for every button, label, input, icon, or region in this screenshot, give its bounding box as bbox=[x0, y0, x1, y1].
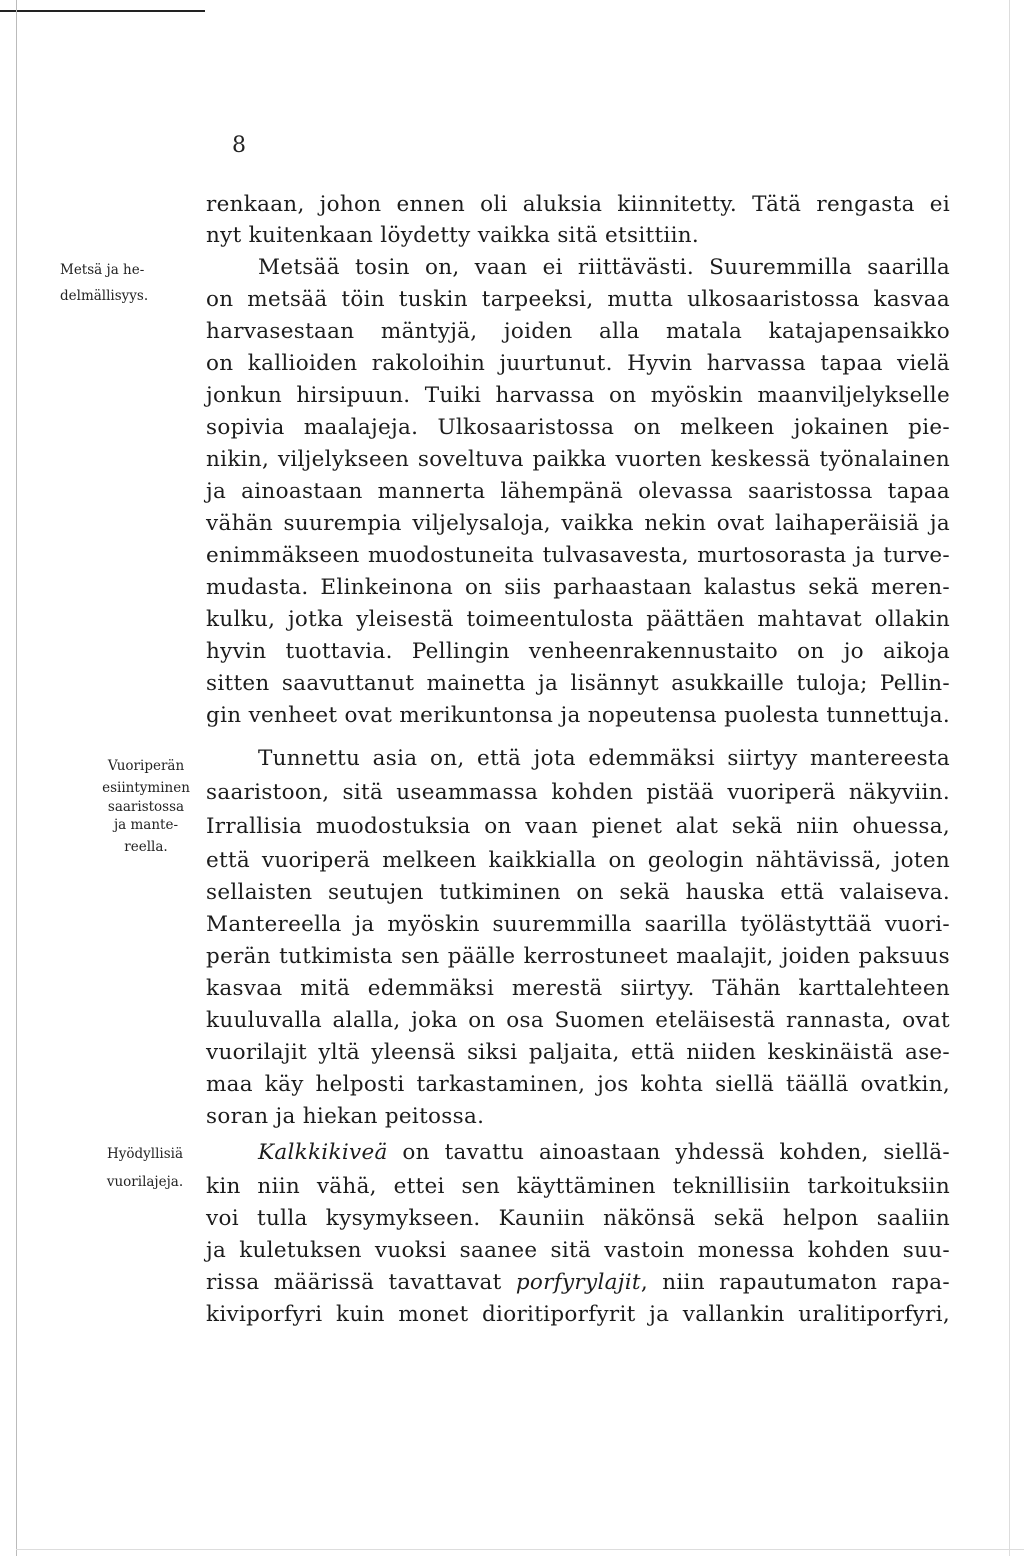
page-edge-right bbox=[1009, 0, 1010, 1556]
text-line: sellaisten seutujen tutkiminen on sekä hauska että valaiseva. bbox=[206, 880, 950, 905]
margin-note-line: Metsä ja he- bbox=[60, 262, 145, 278]
text-line: kin niin vähä, ettei sen käyttäminen teknillisiin tarkoituksiin bbox=[206, 1174, 950, 1199]
text-line: on metsää töin tuskin tarpeeksi, mutta ulkosaaristossa kasvaa bbox=[206, 287, 950, 312]
text-line: Metsää tosin on, vaan ei riittävästi. Suuremmilla saarilla bbox=[258, 255, 950, 280]
text-line: kasvaa mitä edemmäksi merestä siirtyy. Tähän karttalehteen bbox=[206, 976, 950, 1001]
text-line: että vuoriperä melkeen kaikkialla on geologin nähtävissä, joten bbox=[206, 848, 950, 873]
text-line: vuorilajit yltä yleensä siksi paljaita, että niiden keskinäistä ase- bbox=[206, 1040, 950, 1065]
margin-note-line: delmällisyys. bbox=[60, 288, 149, 304]
text-line-rest: , niin rapautumaton rapa- bbox=[640, 1270, 950, 1295]
text-line: kuuluvalla alalla, joka on osa Suomen eteläisestä rannasta, ovat bbox=[206, 1008, 950, 1033]
text-line: Irrallisia muodostuksia on vaan pienet alat sekä niin ohuessa, bbox=[206, 814, 950, 839]
text-line: renkaan, johon ennen oli aluksia kiinnitetty. Tätä rengasta ei bbox=[206, 192, 950, 217]
text-line: vähän suurempia viljelysaloja, vaikka nekin ovat laihaperäisiä ja bbox=[206, 511, 950, 536]
text-line: enimmäkseen muodostuneita tulvasavesta, murtosorasta ja turve- bbox=[206, 543, 950, 568]
text-line: kiviporfyri kuin monet dioritiporfyrit ja vallankin uralitiporfyri, bbox=[206, 1302, 950, 1327]
margin-note-line: reella. bbox=[124, 839, 168, 855]
text-line: ja ainoastaan mannerta lähempänä olevassa saaristossa tapaa bbox=[206, 479, 950, 504]
text-line: soran ja hiekan peitossa. bbox=[206, 1104, 485, 1129]
margin-note-forest bbox=[60, 257, 206, 309]
text-line: sopivia maalajeja. Ulkosaaristossa on melkeen jokainen pie- bbox=[206, 415, 950, 440]
text-line-rest: on tavattu ainoastaan yhdessä kohden, siellä- bbox=[402, 1140, 950, 1165]
text-line: nikin, viljelykseen soveltuva paikka vuorten keskessä työnalainen bbox=[206, 447, 950, 472]
margin-note-line: Vuoriperän bbox=[107, 758, 185, 774]
text-line: mudasta. Elinkeinona on siis parhaastaan kalastus sekä meren- bbox=[206, 575, 950, 600]
text-line: harvasestaan mäntyjä, joiden alla matala katajapensaikko bbox=[206, 319, 950, 344]
margin-note-line: esiintyminen bbox=[102, 780, 190, 796]
margin-note-line: saaristossa bbox=[107, 799, 185, 815]
text-line: maa käy helposti tarkastaminen, jos kohta siellä täällä ovatkin, bbox=[206, 1072, 950, 1097]
italic-term-porfyrylajit: porfyrylajit bbox=[515, 1270, 641, 1295]
margin-note-useful-rocks bbox=[90, 1140, 200, 1196]
margin-note-line: ja mante- bbox=[113, 817, 179, 833]
italic-term-kalkkikivea: Kalkkikiveä bbox=[258, 1140, 388, 1165]
text-line: on kallioiden rakoloihin juurtunut. Hyvin harvassa tapaa vielä bbox=[206, 351, 950, 376]
page-edge-bottom bbox=[16, 1549, 1024, 1550]
text-line: kulku, jotka yleisestä toimeentulosta päättäen mahtavat ollakin bbox=[206, 607, 950, 632]
text-line: jonkun hirsipuun. Tuiki harvassa on myöskin maanviljelykselle bbox=[206, 383, 950, 408]
text-line-kalkkikivea bbox=[206, 1138, 950, 1168]
text-line-porfyrylajit bbox=[206, 1268, 950, 1298]
text-line: nyt kuitenkaan löydetty vaikka sitä etsittiin. bbox=[206, 223, 700, 248]
text-line: Mantereella ja myöskin suuremmilla saarilla työlästyttää vuori- bbox=[206, 912, 950, 937]
text-line: sitten saavuttanut mainetta ja lisännyt asukkaille tuloja; Pellin- bbox=[206, 671, 950, 696]
page-edge-left bbox=[16, 0, 17, 1556]
page-edge-top bbox=[0, 10, 205, 12]
text-line: saaristoon, sitä useammassa kohden pistää vuoriperä näkyviin. bbox=[206, 780, 950, 805]
text-line-start: rissa määrissä tavattavat bbox=[206, 1270, 502, 1295]
page-number: 8 bbox=[232, 133, 246, 158]
text-line: hyvin tuottavia. Pellingin venheenrakennustaito on jo aikoja bbox=[206, 639, 950, 664]
text-line: gin venheet ovat merikuntonsa ja nopeutensa puolesta tunnettuja. bbox=[206, 703, 950, 728]
margin-note-bedrock bbox=[100, 755, 192, 859]
margin-note-line: vuorilajeja. bbox=[106, 1174, 184, 1190]
text-line: ja kuletuksen vuoksi saanee sitä vastoin monessa kohden suu- bbox=[206, 1238, 950, 1263]
text-line: Tunnettu asia on, että jota edemmäksi siirtyy mantereesta bbox=[258, 746, 950, 771]
text-line: perän tutkimista sen päälle kerrostuneet maalajit, joiden paksuus bbox=[206, 944, 950, 969]
text-line: voi tulla kysymykseen. Kauniin näkönsä sekä helpon saaliin bbox=[206, 1206, 950, 1231]
margin-note-line: Hyödyllisiä bbox=[106, 1146, 184, 1162]
